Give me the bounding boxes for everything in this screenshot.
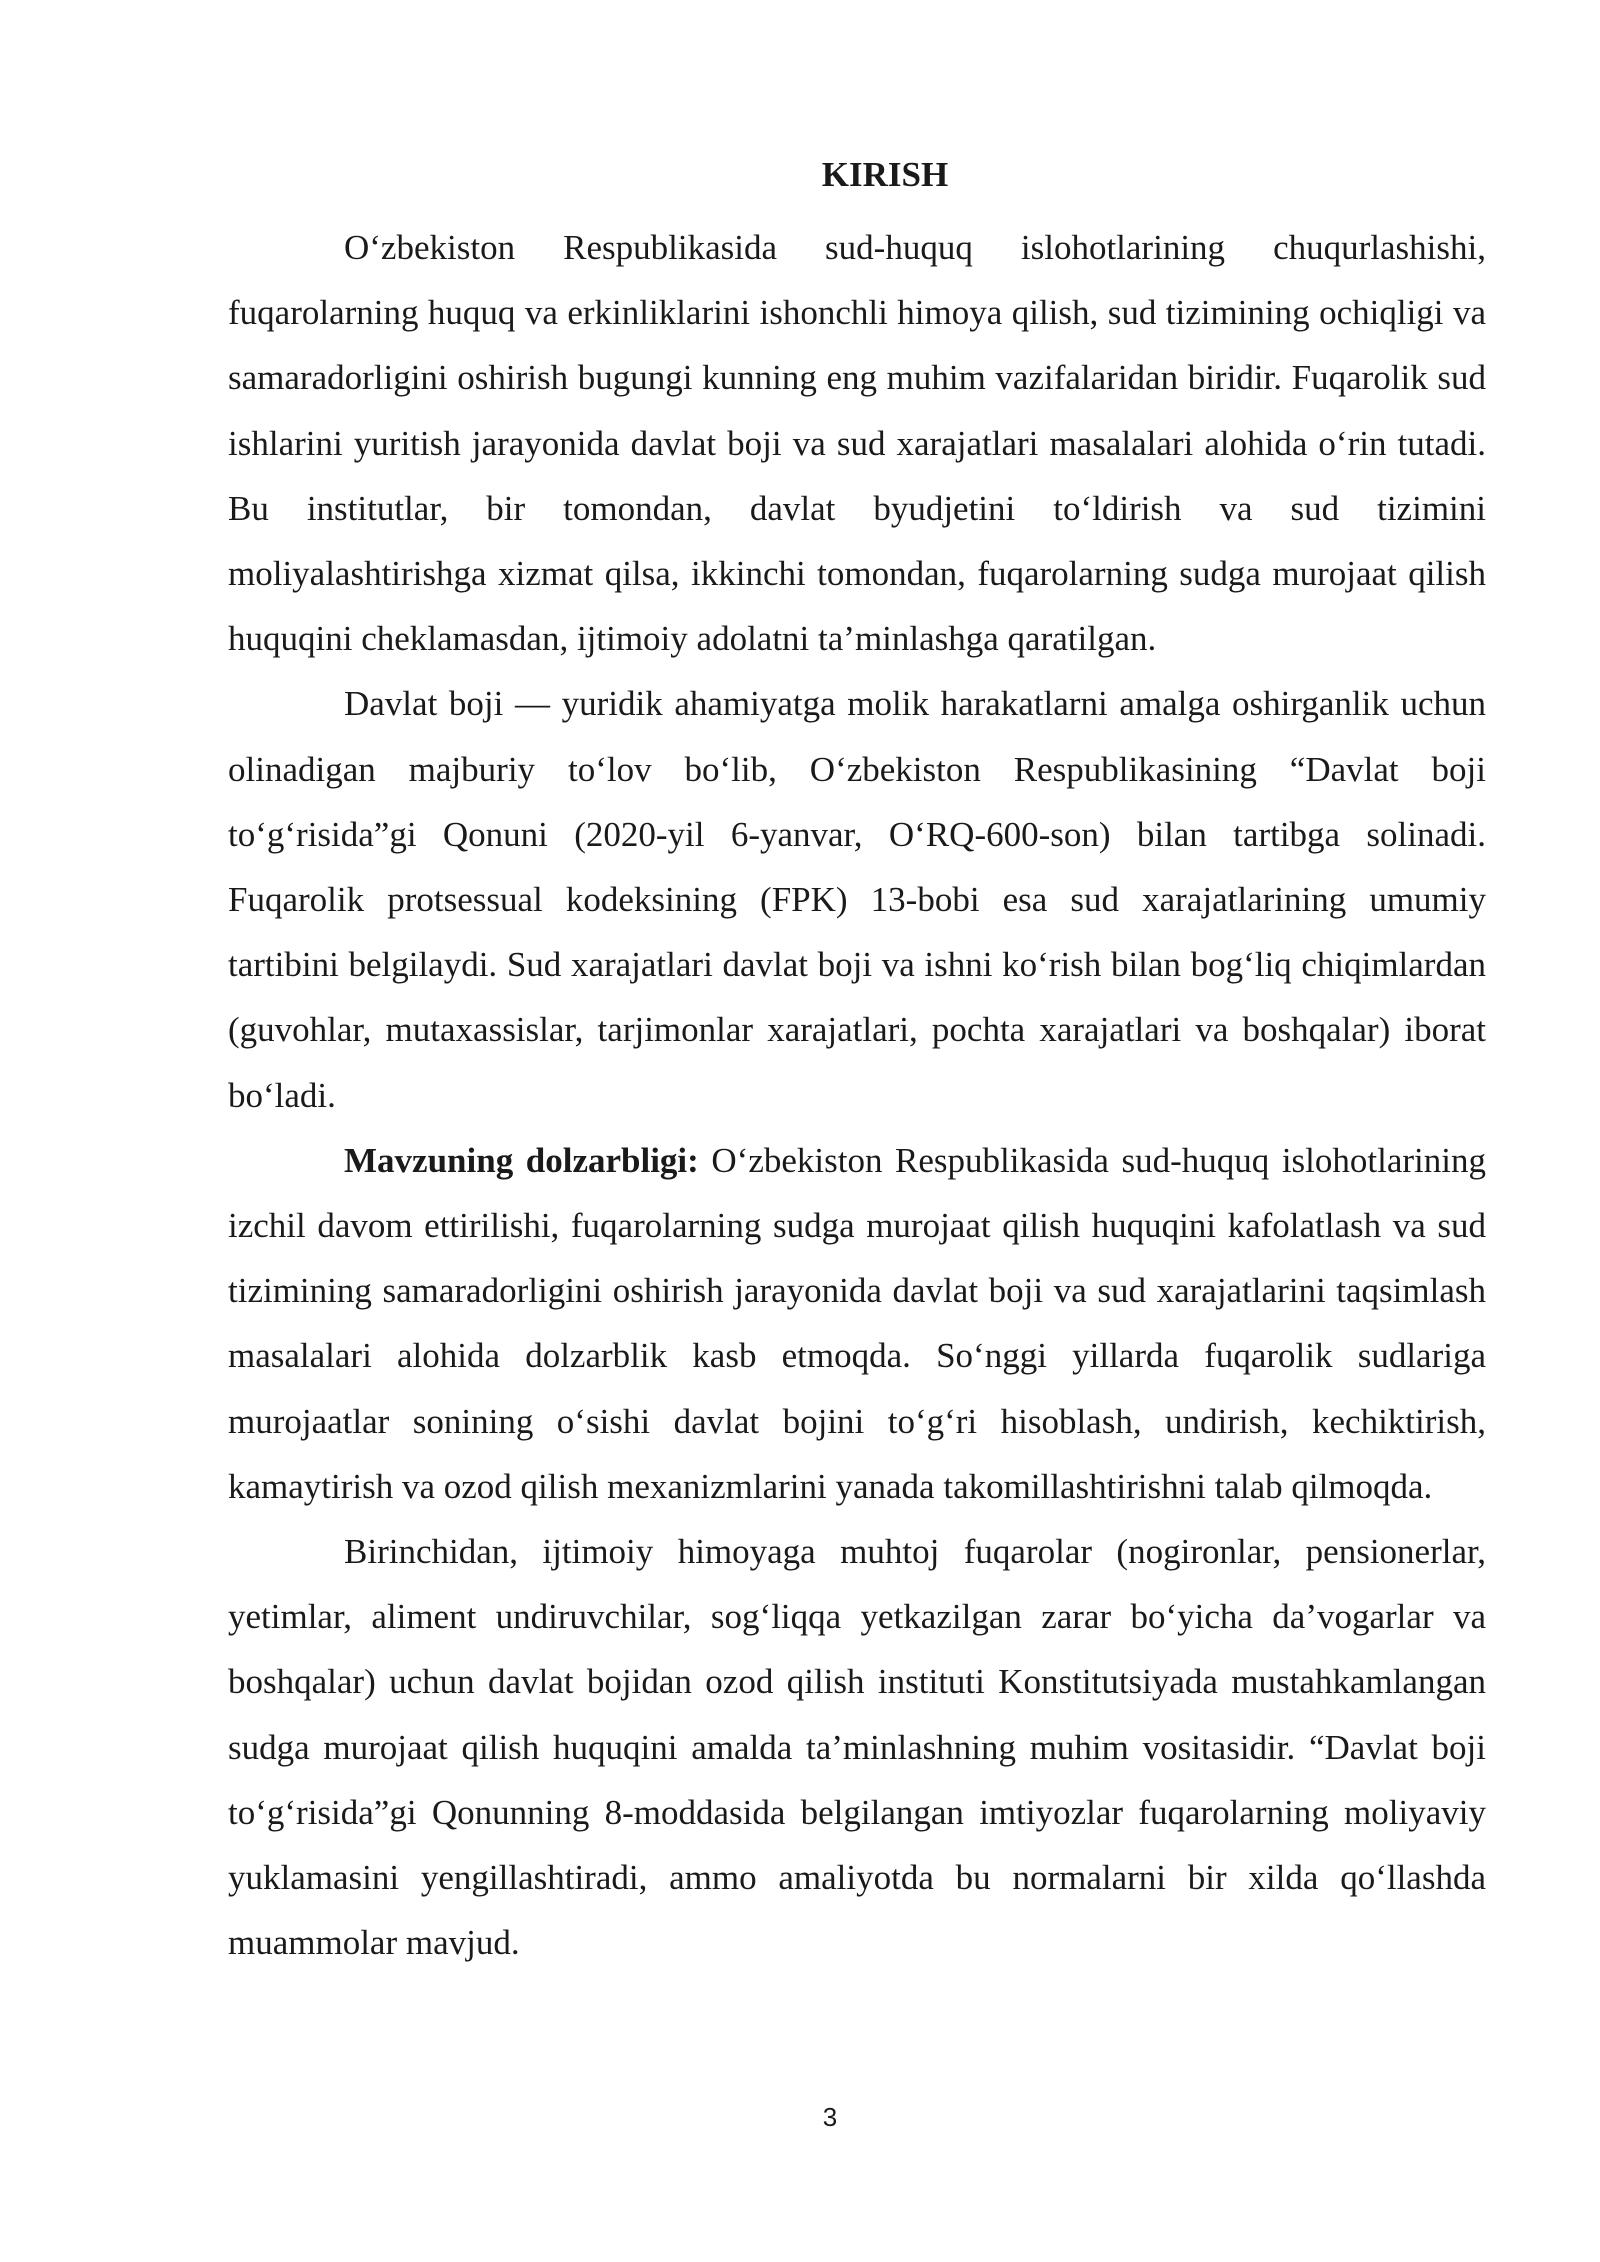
paragraph-text: O‘zbekiston Respublikasida sud-huquq islohotlarining izchil davom ettirilishi, fuqarolarning sudga murojaat qilish huquqini kafolatlash va sud tizimining samaradorligini oshirish jarayonida davlat boji va sud xarajatlarini taqsimlash masalalari alohida dolzarblik kasb etmoqda. So‘nggi yillarda fuqarolik sudlariga murojaatlar sonining o‘sishi davlat bojini to‘g‘ri hisoblash, undirish, kechiktirish, kamaytirish va ozod qilish mexanizmlarini yanada takomillashtirishni talab qilmoqda. [228,1140,1486,1506]
paragraph-text: O‘zbekiston Respublikasida sud-huquq islohotlarining chuqurlashishi, fuqarolarning huquq va erkinliklarini ishonchli himoya qilish, sud tizimining ochiqligi va samaradorligini oshirish bugungi kunning eng muhim vazifalaridan biridir. Fuqarolik sud ishlarini yuritish jarayonida davlat boji va sud xarajatlari masalalari alohida o‘rin tutadi. Bu institutlar, bir tomondan, davlat byudjetini to‘ldirish va sud tizimini moliyalashtirishga xizmat qilsa, ikkinchi tomondan, fuqarolarning sudga murojaat qilish huquqini cheklamasdan, ijtimoiy adolatni ta’minlashga qaratilgan. [228,228,1486,659]
section-heading: KIRISH [821,155,949,194]
page-number: 3 [822,2102,838,2132]
paragraph-introduction [228,215,1486,671]
paragraph-firstly [228,1519,1486,1975]
paragraph-text: Birinchidan, ijtimoiy himoyaga muhtoj fuqarolar (nogironlar, pensionerlar, yetimlar, aliment undiruvchilar, sog‘liqqa yetkazilgan zarar bo‘yicha da’vogarlar va boshqalar) uchun davlat bojidan ozod qilish instituti Konstitutsiyada mustahkamlangan sudga murojaat qilish huquqini amalda ta’minlashning muhim vositasidir. “Davlat boji to‘g‘risida”gi Qonunning 8-moddasida belgilangan imtiyozlar fuqarolarning moliyaviy yuklamasini yengillashtiradi, ammo amaliyotda bu normalarni bir xilda qo‘llashda muammolar mavjud. [228,1532,1486,1963]
paragraph-text: Davlat boji — yuridik ahamiyatga molik harakatlarni amalga oshirganlik uchun olinadigan majburiy to‘lov bo‘lib, O‘zbekiston Respublikasining “Davlat boji to‘g‘risida”gi Qonuni (2020-yil 6-yanvar, O‘RQ-600-son) bilan tartibga solinadi. Fuqarolik protsessual kodeksining (FPK) 13-bobi esa sud xarajatlarining umumiy tartibini belgilaydi. Sud xarajatlari davlat boji va ishni ko‘rish bilan bog‘liq chiqimlardan (guvohlar, mutaxassislar, tarjimonlar xarajatlari, pochta xarajatlari va boshqalar) iborat bo‘ladi. [228,684,1486,1115]
paragraph-lead-bold: Mavzuning dolzarbligi: [344,1140,699,1180]
paragraph-relevance [228,1128,1486,1519]
paragraph-state-fee-definition [228,671,1486,1127]
page-body [228,152,1486,1975]
